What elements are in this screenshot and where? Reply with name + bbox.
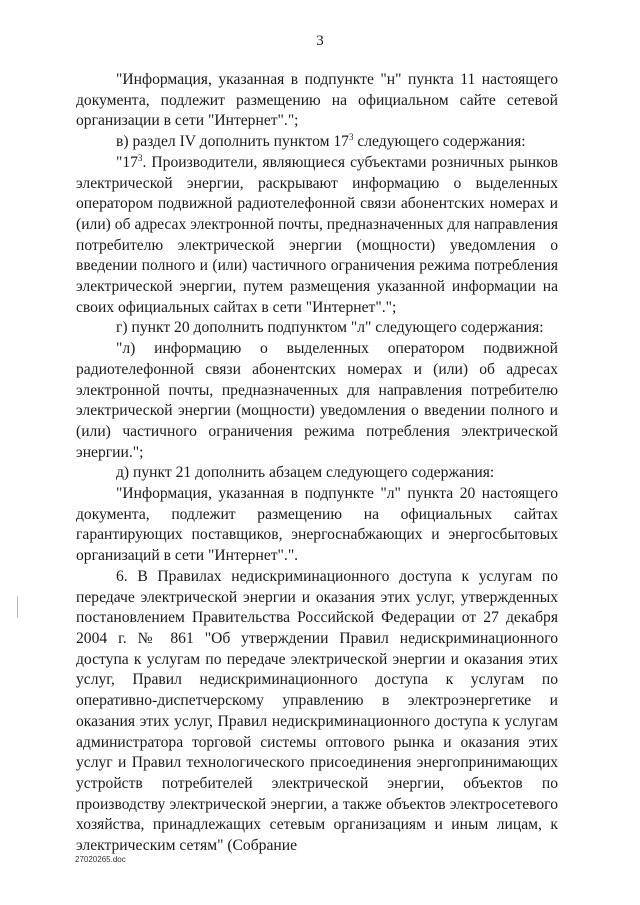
margin-mark: [17, 596, 18, 618]
paragraph-section-iv-tail: следующего содержания:: [353, 133, 526, 151]
paragraph-17-3: [76, 153, 558, 319]
page-number: 3: [316, 33, 324, 49]
paragraph-point-20: г) пункт 20 дополнить подпунктом "л" следующего содержания:: [116, 319, 544, 337]
paragraph-section-iv-text: в) раздел IV дополнить пунктом 17: [116, 133, 349, 151]
paragraph-subpoint-l: "л) информацию о выделенных оператором подвижной радиотелефонной связи абонентских номерах и (или) об адресах электронной почты, предназначенных для направления потребителю электрической энергии (мощности) уведомления о введении полного и (или) частичного ограничения режима потребления электрической энергии.";: [76, 340, 558, 461]
superscript: 3: [348, 131, 354, 142]
paragraph-info-n: "Информация, указанная в подпункте "н" пункта 11 настоящего документа, подлежит размещению на официальном сайте сетевой организации в сети "Интернет".";: [76, 71, 558, 130]
paragraph-17-3-text: . Производители, являющиеся субъектами розничных рынков электрической энергии, раскрывают информацию о выделенных оператором подвижной радиотелефонной связи абонентских номерах и (или) об адресах электронной почты, предназначенных для направления потребителю электрической энергии (мощности) уведомления о введении полного и (или) частичного ограничения режима потребления электрической энергии, путем размещения указанной информации на своих официальных сайтах в сети "Интернет".";: [76, 153, 558, 316]
paragraph-info-l: "Информация, указанная в подпункте "л" пункта 20 настоящего документа, подлежит размещению на официальных сайтах гарантирующих поставщиков, энергоснабжающих и энергосбытовых организаций в сети "Интернет".".: [76, 485, 558, 565]
document-body: [76, 70, 558, 857]
paragraph-rules-6: 6. В Правилах недискриминационного доступа к услугам по передаче электрической энергии и оказания этих услуг, утвержденных постановлением Правительства Российской Федерации от 27 декабря 2004 г. № 861 "Об утверждении Правил недискриминационного доступа к услугам по передаче электрической энергии и оказания этих услуг, Правил недискриминационного доступа к услугам по оперативно-диспетчерскому управлению в электроэнергетике и оказания этих услуг, Правил недискриминационного доступа к услугам администратора торговой системы оптового рынка и оказания этих услуг и Правил технологического присоединения энергопринимающих устройств потребителей электрической энергии, объектов по производству электрической энергии, а также объектов электросетевого хозяйства, принадлежащих сетевым организациям и иным лицам, к электрическим сетям" (Собрание: [76, 567, 558, 855]
paragraph-17-3-number: "17: [116, 153, 138, 171]
superscript: 3: [137, 152, 143, 163]
paragraph-section-iv: [76, 132, 558, 153]
footer-filename: 27020265.doc: [75, 855, 126, 864]
paragraph-point-21: д) пункт 21 дополнить абзацем следующего содержания:: [116, 464, 495, 482]
